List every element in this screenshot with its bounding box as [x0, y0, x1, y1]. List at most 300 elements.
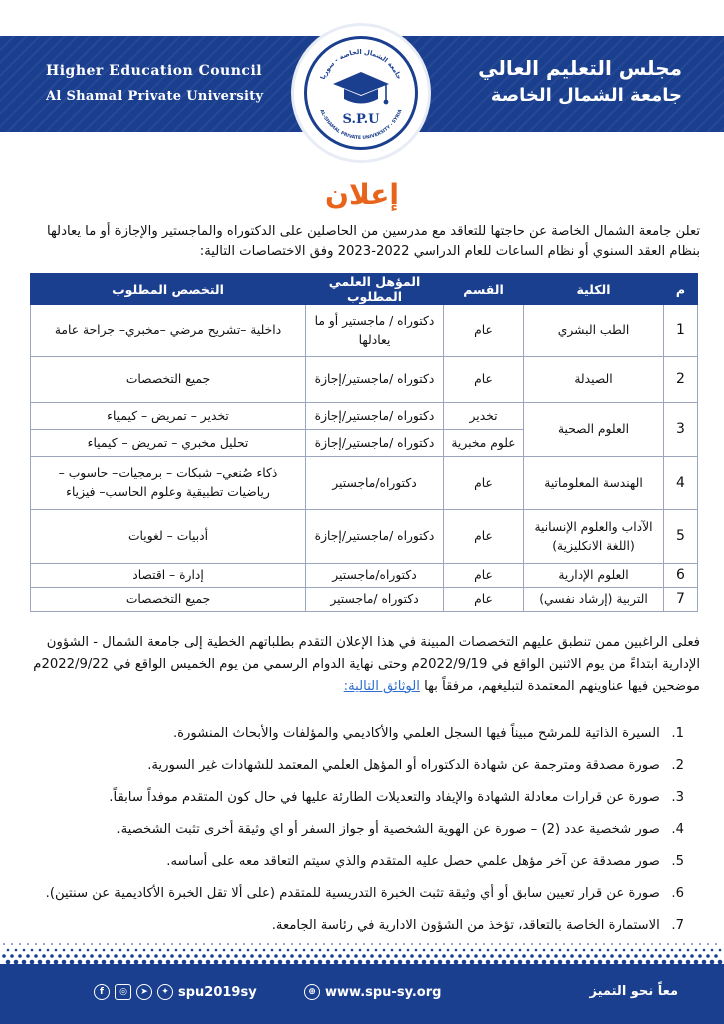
- footer-dot: [127, 949, 130, 952]
- footer-dot: [311, 949, 314, 952]
- footer-dot: [50, 954, 54, 958]
- required-documents-list: [44, 718, 684, 942]
- footer-dot: [258, 954, 262, 958]
- cell-dept: عام: [444, 510, 524, 564]
- cell-qual: دكتوراه /ماجستير/إجازة: [306, 357, 444, 403]
- cell-qual: دكتوراه / ماجستير أو ما يعادلها: [306, 305, 444, 357]
- item-number: 7.: [671, 918, 684, 933]
- table-row: [31, 510, 698, 564]
- footer-dot: [210, 954, 214, 958]
- footer-dot: [122, 954, 126, 958]
- cell-qual: دكتوراه /ماجستير: [306, 588, 444, 612]
- footer-dot: [34, 954, 38, 958]
- cell-spec: تخدير – تمريض – كيمياء: [31, 403, 306, 430]
- footer-dot: [10, 954, 14, 958]
- footer-dot: [82, 954, 86, 958]
- footer-dot: [539, 943, 541, 945]
- cell-faculty: التربية (إرشاد نفسي): [524, 588, 664, 612]
- footer-dot: [26, 954, 30, 958]
- footer-dot: [467, 943, 469, 945]
- footer-dot: [43, 943, 45, 945]
- facebook-icon[interactable]: f: [94, 984, 110, 1000]
- footer-dot: [11, 943, 13, 945]
- footer-dot: [587, 943, 589, 945]
- footer-dot: [498, 954, 502, 958]
- footer-dot: [290, 954, 294, 958]
- footer-dot: [386, 954, 390, 958]
- footer-dot: [106, 954, 110, 958]
- footer-dot: [399, 949, 402, 952]
- footer-dot: [58, 954, 62, 958]
- footer-dot: [347, 943, 349, 945]
- telegram-icon[interactable]: ➤: [136, 984, 152, 1000]
- footer-dot: [218, 954, 222, 958]
- footer-dot: [411, 943, 413, 945]
- footer-dot: [427, 943, 429, 945]
- footer-dot: [282, 954, 286, 958]
- footer-dot: [331, 943, 333, 945]
- footer-dot: [275, 943, 277, 945]
- footer-dot: [627, 943, 629, 945]
- footer-dot: [683, 943, 685, 945]
- seal-ring-top-text: جامعة الشمال الخاصة - سوريا: [318, 47, 404, 81]
- footer-dot: [459, 943, 461, 945]
- footer-dot: [15, 949, 18, 952]
- footer-dot: [431, 949, 434, 952]
- footer-dot: [74, 954, 78, 958]
- footer-dot: [175, 949, 178, 952]
- footer-dot: [323, 943, 325, 945]
- footer-dot: [183, 949, 186, 952]
- footer-dot: [663, 949, 666, 952]
- footer-dot: [719, 949, 722, 952]
- cell-spec: داخلية –تشريح مرضي –مخبري– جراحة عامة: [31, 305, 306, 357]
- footer-dot: [455, 949, 458, 952]
- footer-dot: [714, 954, 718, 958]
- footer-dot: [7, 949, 10, 952]
- header-english: [46, 58, 263, 110]
- footer-dot: [647, 949, 650, 952]
- footer-dot: [186, 954, 190, 958]
- footer-dot: [330, 954, 334, 958]
- cell-faculty: الصيدلة: [524, 357, 664, 403]
- item-number: 5.: [671, 854, 684, 869]
- cell-qual: دكتوراه/ماجستير: [306, 457, 444, 510]
- footer-dot: [523, 943, 525, 945]
- footer-dot: [31, 949, 34, 952]
- footer-dot: [642, 954, 646, 958]
- footer-dot: [151, 949, 154, 952]
- footer-dot: [535, 949, 538, 952]
- footer-dot: [651, 943, 653, 945]
- footer-dot: [362, 954, 366, 958]
- footer-dot: [234, 954, 238, 958]
- footer-dot: [242, 954, 246, 958]
- cell-dept: عام: [444, 357, 524, 403]
- footer-dot: [135, 949, 138, 952]
- footer-dot: [351, 949, 354, 952]
- footer-dot: [211, 943, 213, 945]
- footer-dot: [35, 943, 37, 945]
- footer-dot: [147, 943, 149, 945]
- cell-num: 3: [664, 403, 698, 457]
- footer-dot: [162, 954, 166, 958]
- cell-spec: تحليل مخبري – تمريض – كيمياء: [31, 430, 306, 457]
- footer-dot: [607, 949, 610, 952]
- footer-dot: [591, 949, 594, 952]
- footer-dot: [95, 949, 98, 952]
- table-row: [31, 457, 698, 510]
- footer-dot: [514, 954, 518, 958]
- footer-dot: [219, 943, 221, 945]
- header-qual: المؤهل العلمي المطلوب: [306, 274, 444, 305]
- specializations-table: [30, 273, 698, 612]
- footer-dot: [235, 943, 237, 945]
- footer-dot: [354, 954, 358, 958]
- table-header-row: [31, 274, 698, 305]
- footer-dot: [674, 954, 678, 958]
- cell-faculty: الطب البشري: [524, 305, 664, 357]
- footer-dot: [98, 954, 102, 958]
- social-links: [94, 984, 257, 1000]
- university-name-en: Al Shamal Private University: [46, 89, 264, 104]
- footer-dot: [546, 954, 550, 958]
- cell-faculty: العلوم الصحية: [524, 403, 664, 457]
- footer-dot: [586, 954, 590, 958]
- footer-dot: [619, 943, 621, 945]
- cell-num: 7: [664, 588, 698, 612]
- footer-dot: [615, 949, 618, 952]
- item-text: صورة عن قرارات معادلة الشهادة والإيفاد والتعديلات الطارئة عليها في حال كون المتقدم موفداً سابقاً.: [109, 790, 660, 805]
- footer-dot: [307, 943, 309, 945]
- footer-dot: [451, 943, 453, 945]
- footer-dot: [287, 949, 290, 952]
- footer-dot: [471, 949, 474, 952]
- application-instructions: [22, 632, 700, 698]
- footer-dot: [267, 943, 269, 945]
- footer-dot: [547, 943, 549, 945]
- footer-dot: [315, 943, 317, 945]
- footer-dot: [562, 954, 566, 958]
- footer-dot: [375, 949, 378, 952]
- cell-spec: ذكاء صُنعي– شبكات – برمجيات– حاسوب – رياضيات تطبيقية وعلوم الحاسب– فيزياء: [31, 457, 306, 510]
- footer-dot: [250, 954, 254, 958]
- header-arabic: [478, 54, 682, 110]
- footer-dot: [243, 943, 245, 945]
- item-text: السيرة الذاتية للمرشح مبيناً فيها السجل العلمي والأكاديمي والمؤلفات والأبحاث المنشورة.: [172, 726, 660, 741]
- footer-dot: [578, 954, 582, 958]
- social-handle[interactable]: spu2019sy: [178, 984, 257, 1000]
- footer-dot: [51, 943, 53, 945]
- footer-dot: [39, 949, 42, 952]
- footer-dot: [434, 954, 438, 958]
- footer-dot: [371, 943, 373, 945]
- footer-dot: [91, 943, 93, 945]
- cell-num: 1: [664, 305, 698, 357]
- footer-dot: [171, 943, 173, 945]
- item-number: 6.: [671, 886, 684, 901]
- footer-dot: [83, 943, 85, 945]
- footer-dot: [447, 949, 450, 952]
- letterhead: [0, 0, 724, 150]
- footer-dot: [423, 949, 426, 952]
- university-logo-seal: [294, 26, 428, 160]
- footer-dot: [706, 954, 710, 958]
- footer-dot: [71, 949, 74, 952]
- footer-dot: [194, 954, 198, 958]
- footer-dot: [594, 954, 598, 958]
- footer-dot: [355, 943, 357, 945]
- footer-dot: [571, 943, 573, 945]
- footer-dot: [599, 949, 602, 952]
- footer-dot: [531, 943, 533, 945]
- footer-dot: [679, 949, 682, 952]
- item-number: 4.: [671, 822, 684, 837]
- footer-dot: [378, 954, 382, 958]
- footer-dot: [667, 943, 669, 945]
- footer-dot: [695, 949, 698, 952]
- documents-link[interactable]: الوثائق التالية:: [343, 679, 420, 694]
- footer-dot: [114, 954, 118, 958]
- cell-dept: تخدير: [444, 403, 524, 430]
- item-number: 1.: [671, 726, 684, 741]
- footer-dot: [343, 949, 346, 952]
- footer-dot: [543, 949, 546, 952]
- footer-dot: [634, 954, 638, 958]
- university-name-ar: جامعة الشمال الخاصة: [490, 85, 682, 106]
- footer-dot: [363, 943, 365, 945]
- footer-dot: [63, 949, 66, 952]
- footer-dot: [263, 949, 266, 952]
- council-name-ar: مجلس التعليم العالي: [478, 56, 682, 80]
- cell-qual: دكتوراه /ماجستير/إجازة: [306, 430, 444, 457]
- footer-dot: [611, 943, 613, 945]
- footer-dot: [18, 954, 22, 958]
- footer-dot: [479, 949, 482, 952]
- footer-dot: [503, 949, 506, 952]
- cell-dept: عام: [444, 457, 524, 510]
- footer-dot: [199, 949, 202, 952]
- footer-dot: [367, 949, 370, 952]
- table-row: [31, 588, 698, 612]
- footer-dot: [698, 954, 702, 958]
- footer-dot: [202, 954, 206, 958]
- footer-dot: [191, 949, 194, 952]
- footer-dot: [255, 949, 258, 952]
- footer-dot: [159, 949, 162, 952]
- list-item: [44, 910, 684, 942]
- footer-dot: [299, 943, 301, 945]
- footer-dot: [506, 954, 510, 958]
- footer-dot: [87, 949, 90, 952]
- footer-dot: [226, 954, 230, 958]
- header-faculty: الكلية: [524, 274, 664, 305]
- footer-dot: [671, 949, 674, 952]
- cell-qual: دكتوراه/ماجستير: [306, 564, 444, 588]
- footer-dot: [187, 943, 189, 945]
- announcement-title: إعلان: [325, 178, 399, 211]
- website-url[interactable]: www.spu-sy.org: [325, 984, 442, 1000]
- footer-dot: [47, 949, 50, 952]
- footer-dot: [55, 949, 58, 952]
- footer-dot: [623, 949, 626, 952]
- cell-spec: إدارة – اقتصاد: [31, 564, 306, 588]
- footer-dot: [442, 954, 446, 958]
- footer-dot: [475, 943, 477, 945]
- footer-dot: [3, 943, 5, 945]
- table-row: [31, 357, 698, 403]
- footer-dot: [602, 954, 606, 958]
- footer-dot: [266, 954, 270, 958]
- item-text: صورة مصدقة ومترجمة عن شهادة الدكتوراه أو المؤهل العلمي المعتمد للشهادات غير السورية.: [147, 758, 660, 773]
- instagram-icon[interactable]: ◎: [115, 984, 131, 1000]
- footer-dot: [370, 954, 374, 958]
- footer-dot: [2, 954, 6, 958]
- footer-dot: [711, 949, 714, 952]
- footer-dot: [463, 949, 466, 952]
- footer-dot: [675, 943, 677, 945]
- cell-num: 6: [664, 564, 698, 588]
- item-number: 3.: [671, 790, 684, 805]
- footer-dot: [554, 954, 558, 958]
- footer-dot: [23, 949, 26, 952]
- footer-dot: [195, 943, 197, 945]
- footer-dot: [715, 943, 717, 945]
- footer-dot: [123, 943, 125, 945]
- footer-dot: [402, 954, 406, 958]
- footer-dot: [570, 954, 574, 958]
- cell-num: 4: [664, 457, 698, 510]
- footer-dot: [203, 943, 205, 945]
- footer-dot: [410, 954, 414, 958]
- footer-dot: [79, 949, 82, 952]
- footer-dot: [59, 943, 61, 945]
- cell-spec: جميع التخصصات: [31, 588, 306, 612]
- footer-dot: [643, 943, 645, 945]
- list-item: [44, 814, 684, 846]
- footer-dot: [519, 949, 522, 952]
- footer-dot: [283, 943, 285, 945]
- footer-dot: [407, 949, 410, 952]
- footer-dot: [239, 949, 242, 952]
- logo-text: S.P.U: [342, 112, 380, 127]
- table-row: [31, 564, 698, 588]
- footer-dot: [659, 943, 661, 945]
- footer-dot: [155, 943, 157, 945]
- footer-dot: [327, 949, 330, 952]
- footer-dot: [439, 949, 442, 952]
- website-link: [304, 984, 441, 1000]
- footer-dot: [483, 943, 485, 945]
- graduation-cap-icon: [294, 26, 428, 160]
- twitter-icon[interactable]: ✦: [157, 984, 173, 1000]
- footer-dot: [314, 954, 318, 958]
- cell-dept: علوم مخبرية: [444, 430, 524, 457]
- footer-dot: [247, 949, 250, 952]
- footer-dot: [563, 943, 565, 945]
- footer-dot: [391, 949, 394, 952]
- footer-dot: [490, 954, 494, 958]
- footer-dot: [499, 943, 501, 945]
- footer-dot: [170, 954, 174, 958]
- footer-dot: [687, 949, 690, 952]
- footer-dot: [466, 954, 470, 958]
- footer-dot: [482, 954, 486, 958]
- footer-dot: [167, 949, 170, 952]
- cell-dept: عام: [444, 305, 524, 357]
- footer-dot: [223, 949, 226, 952]
- footer-dot: [474, 954, 478, 958]
- footer-dot: [626, 954, 630, 958]
- footer-dot: [507, 943, 509, 945]
- footer: [0, 940, 724, 1024]
- list-item: [44, 878, 684, 910]
- footer-dot: [559, 949, 562, 952]
- list-item: [44, 718, 684, 750]
- item-text: صور شخصية عدد (2) – صورة عن الهوية الشخصية أو جواز السفر أو اي وثيقة أخرى تثبت الشخصية.: [116, 822, 660, 837]
- footer-dot: [131, 943, 133, 945]
- footer-dot: [103, 949, 106, 952]
- footer-dot: [426, 954, 430, 958]
- header-spec: التخصص المطلوب: [31, 274, 306, 305]
- footer-dot: [435, 943, 437, 945]
- footer-dot: [603, 943, 605, 945]
- footer-dot: [419, 943, 421, 945]
- footer-dot: [322, 954, 326, 958]
- header-dept: القسم: [444, 274, 524, 305]
- table-row: [31, 403, 698, 430]
- cell-num: 2: [664, 357, 698, 403]
- footer-dot: [511, 949, 514, 952]
- footer-dot: [291, 943, 293, 945]
- footer-dot: [259, 943, 261, 945]
- item-text: الاستمارة الخاصة بالتعاقد، تؤخذ من الشؤون الادارية في رئاسة الجامعة.: [271, 918, 660, 933]
- footer-dot: [595, 943, 597, 945]
- footer-dot: [538, 954, 542, 958]
- footer-dot: [42, 954, 46, 958]
- footer-dot: [107, 943, 109, 945]
- footer-dot: [555, 943, 557, 945]
- footer-dot: [639, 949, 642, 952]
- footer-dot: [339, 943, 341, 945]
- footer-dot: [251, 943, 253, 945]
- footer-dot: [418, 954, 422, 958]
- footer-dot: [650, 954, 654, 958]
- instructions-text: فعلى الراغبين ممن تنطبق عليهم التخصصات المبينة في هذا الإعلان التقدم بطلباتهم الخطية إلى جامعة الشمال - الشؤون الإدارية ابتداءً من يوم الاثنين الواقع في 2022/9/19م وحتى نهاية الدوام الرسمي من يوم الخميس الواقع في 2022/9/22م موضحين فيها عناوينهم المعتمدة لتبليغهم، مرفقاً بها: [33, 635, 700, 694]
- footer-dot: [295, 949, 298, 952]
- announcement-intro: تعلن جامعة الشمال الخاصة عن حاجتها للتعاقد مع مدرسين من الحاصلين على الدكتوراه والماجستير والإجازة أو ما يعادلها بنظام العقد السنوي أو نظام الساعات للعام الدراسي 2022-2023 وفق الاختصاصات التالية:: [46, 224, 700, 259]
- footer-dot: [583, 949, 586, 952]
- footer-dot: [551, 949, 554, 952]
- footer-dot: [579, 943, 581, 945]
- cell-qual: دكتوراه /ماجستير/إجازة: [306, 403, 444, 430]
- footer-dot: [403, 943, 405, 945]
- cell-faculty: الهندسة المعلوماتية: [524, 457, 664, 510]
- item-text: صور مصدقة عن آخر مؤهل علمي حصل عليه المتقدم والذي سيتم التعاقد معه على أساسه.: [166, 854, 660, 869]
- item-text: صورة عن قرار تعيين سابق أو أي وثيقة تثبت الخبرة التدريسية للمتقدم (على ألا تقل الخبرة الأكاديمية عن سنتين).: [45, 886, 660, 901]
- footer-dot: [271, 949, 274, 952]
- footer-dot: [27, 943, 29, 945]
- footer-dot: [575, 949, 578, 952]
- footer-dot: [610, 954, 614, 958]
- footer-dot: [415, 949, 418, 952]
- footer-dot: [298, 954, 302, 958]
- footer-dot: [707, 943, 709, 945]
- cell-faculty: الآداب والعلوم الإنسانية (اللغة الانكليزية): [524, 510, 664, 564]
- footer-dot: [458, 954, 462, 958]
- footer-dot: [530, 954, 534, 958]
- footer-dot: [111, 949, 114, 952]
